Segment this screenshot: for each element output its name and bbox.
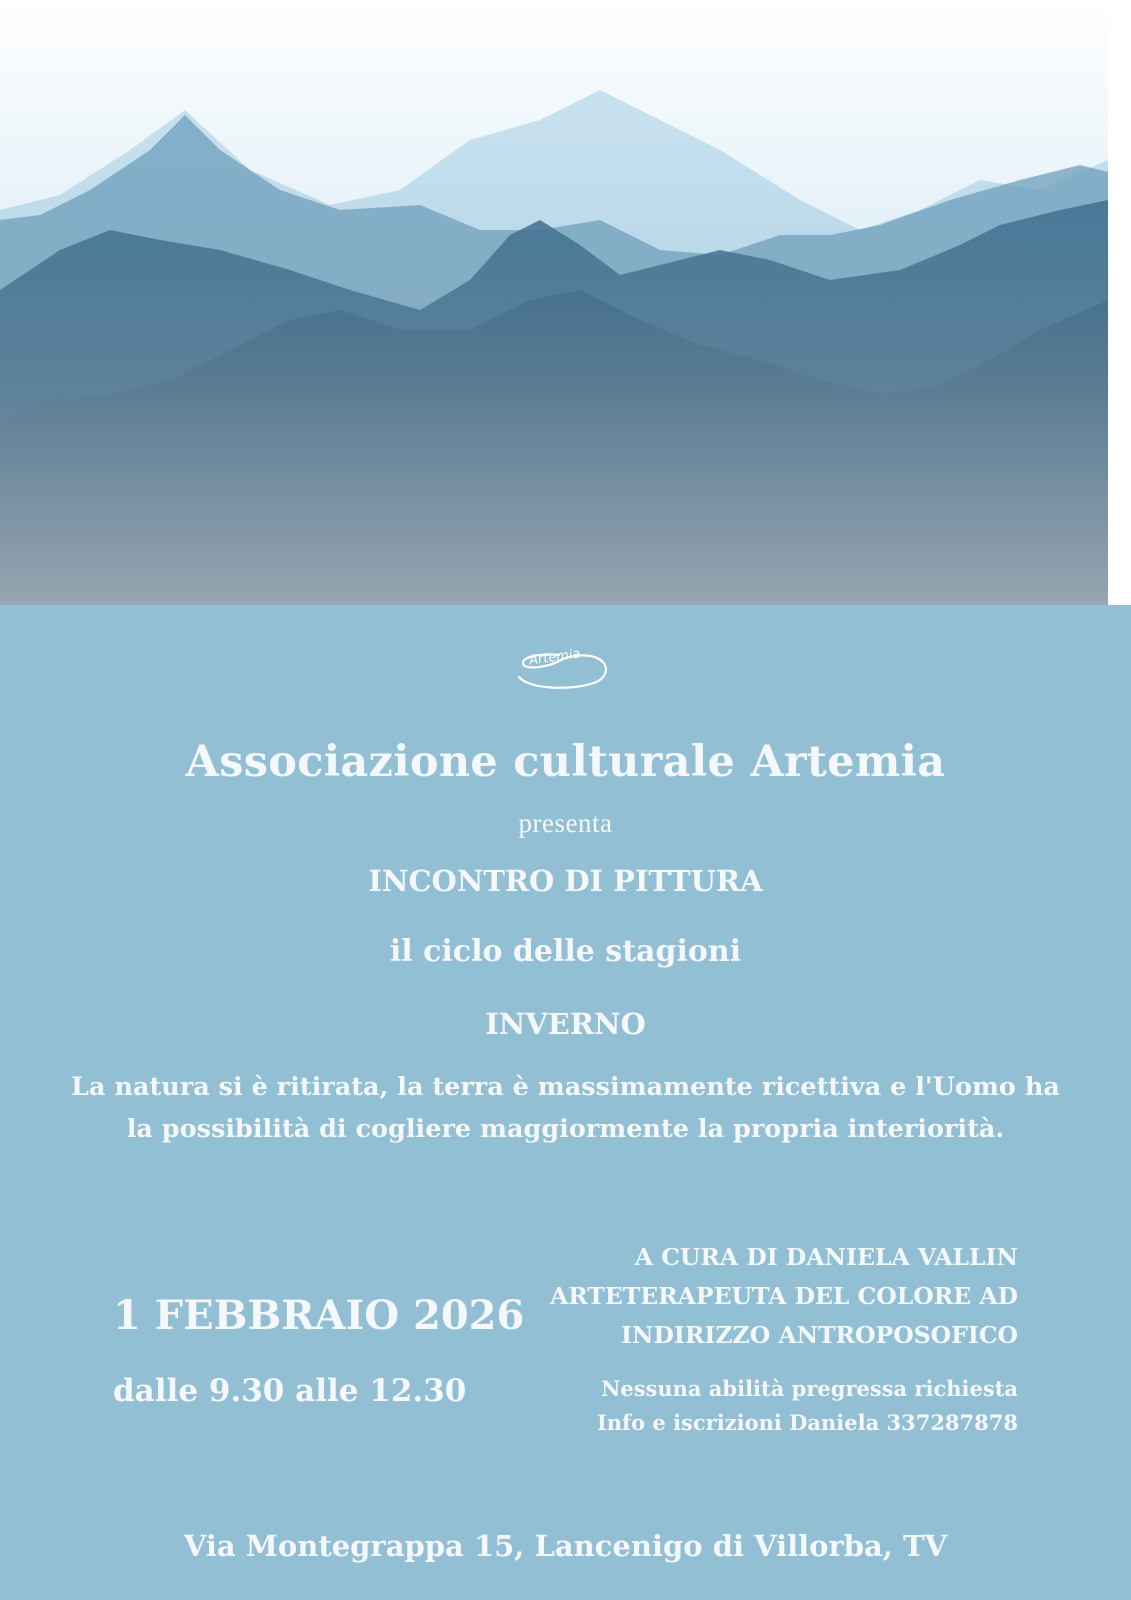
artemia-logo — [509, 637, 619, 697]
logo-swoosh-icon — [509, 637, 619, 697]
event-time: dalle 9.30 alle 12.30 — [113, 1373, 467, 1409]
mountains-hero-image — [0, 0, 1108, 605]
description-line: La natura si è ritirata, la terra è massimamente ricettiva e l'Uomo ha — [71, 1072, 1060, 1102]
curator-block — [498, 1238, 1018, 1355]
presents-label: presenta — [518, 808, 613, 838]
contact-info: Info e iscrizioni Daniela 337287878 — [596, 1410, 1018, 1435]
event-cycle: il ciclo delle stagioni — [389, 934, 742, 969]
curator-line: INDIRIZZO ANTROPOSOFICO — [621, 1321, 1018, 1349]
requirement-note: Nessuna abilità pregressa richiesta — [601, 1376, 1018, 1401]
organization-title: Associazione culturale Artemia — [185, 737, 946, 787]
event-title: INCONTRO DI PITTURA — [368, 864, 763, 898]
event-description — [0, 1066, 1131, 1150]
description-line: la possibilità di cogliere maggiormente la propria interiorità. — [126, 1114, 1005, 1144]
notes-block — [498, 1372, 1018, 1440]
logo-text: Artemia — [528, 646, 582, 669]
event-address: Via Montegrappa 15, Lancenigo di Villorba, TV — [183, 1529, 948, 1563]
event-date: 1 FEBBRAIO 2026 — [113, 1292, 525, 1339]
curator-line: A CURA DI DANIELA VALLIN — [634, 1243, 1018, 1271]
event-season: INVERNO — [485, 1007, 646, 1041]
mountains-illustration — [0, 0, 1108, 605]
curator-line: ARTETERAPEUTA DEL COLORE AD — [549, 1282, 1018, 1310]
page-edge-strip — [1108, 0, 1131, 605]
